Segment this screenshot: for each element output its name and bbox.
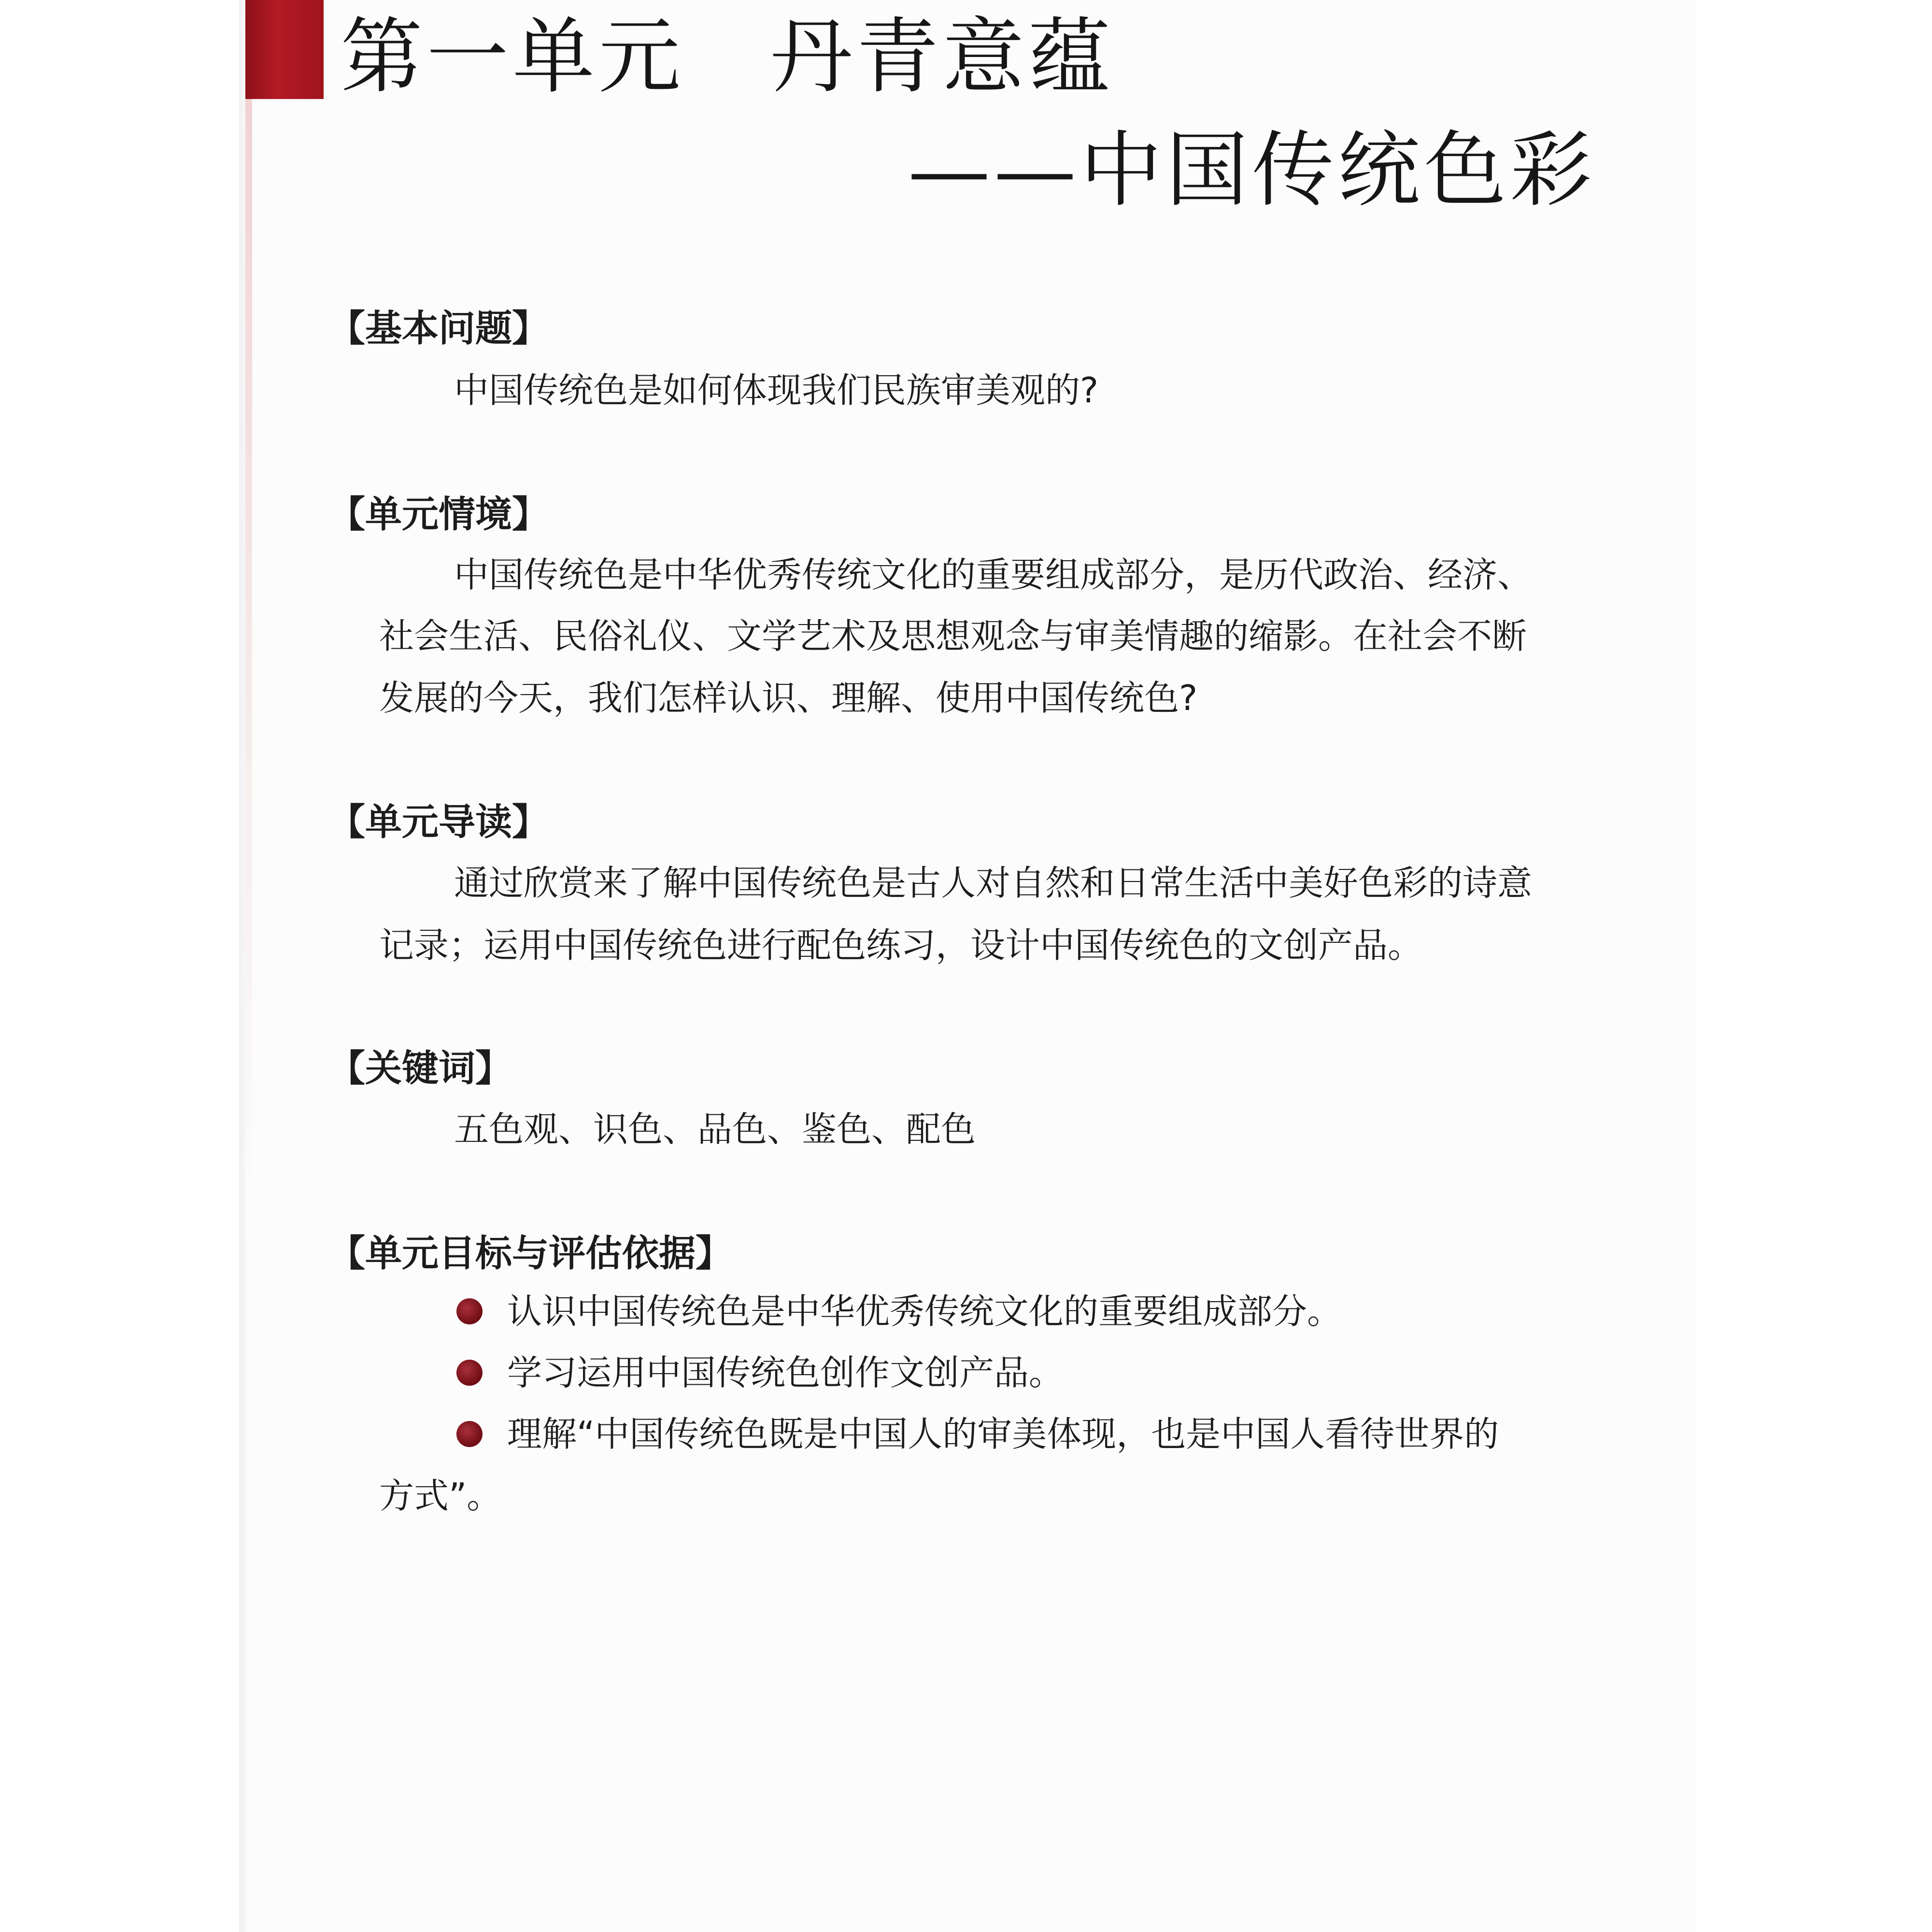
unit-subtitle: ——中国传统色彩 bbox=[908, 123, 1596, 218]
goal-item-3-continuation: 方式”。 bbox=[379, 1476, 502, 1516]
unit-context-line-1: 中国传统色是中华优秀传统文化的重要组成部分，是历代政治、经济、 bbox=[454, 554, 1533, 595]
goal-bullet-3 bbox=[456, 1421, 483, 1447]
goal-bullet-2 bbox=[456, 1360, 483, 1386]
accent-bar bbox=[245, 0, 324, 99]
basic-question-text: 中国传统色是如何体现我们民族审美观的? bbox=[454, 370, 1099, 411]
keywords-text: 五色观、识色、品色、鉴色、配色 bbox=[454, 1109, 976, 1150]
goal-bullet-1 bbox=[456, 1298, 483, 1324]
unit-guide-line-2: 记录；运用中国传统色进行配色练习，设计中国传统色的文创产品。 bbox=[379, 925, 1423, 966]
unit-title: 第一单元 丹青意蕴 bbox=[341, 9, 1115, 105]
keywords-heading: 【关键词】 bbox=[328, 1047, 512, 1090]
goals-heading: 【单元目标与评估依据】 bbox=[328, 1232, 732, 1275]
unit-guide-line-1: 通过欣赏来了解中国传统色是古人对自然和日常生活中美好色彩的诗意 bbox=[454, 863, 1533, 903]
accent-bar-fade bbox=[245, 99, 252, 1234]
unit-context-line-2: 社会生活、民俗礼仪、文学艺术及思想观念与审美情趣的缩影。在社会不断 bbox=[379, 616, 1527, 656]
goal-item-1: 认识中国传统色是中华优秀传统文化的重要组成部分。 bbox=[507, 1291, 1342, 1332]
unit-context-line-3: 发展的今天，我们怎样认识、理解、使用中国传统色? bbox=[379, 678, 1198, 718]
goal-item-2: 学习运用中国传统色创作文创产品。 bbox=[507, 1352, 1064, 1393]
unit-context-heading: 【单元情境】 bbox=[328, 493, 549, 536]
goal-item-3: 理解“中国传统色既是中国人的审美体现，也是中国人看待世界的 bbox=[507, 1414, 1499, 1454]
basic-question-heading: 【基本问题】 bbox=[328, 307, 549, 350]
unit-guide-heading: 【单元导读】 bbox=[328, 800, 549, 843]
